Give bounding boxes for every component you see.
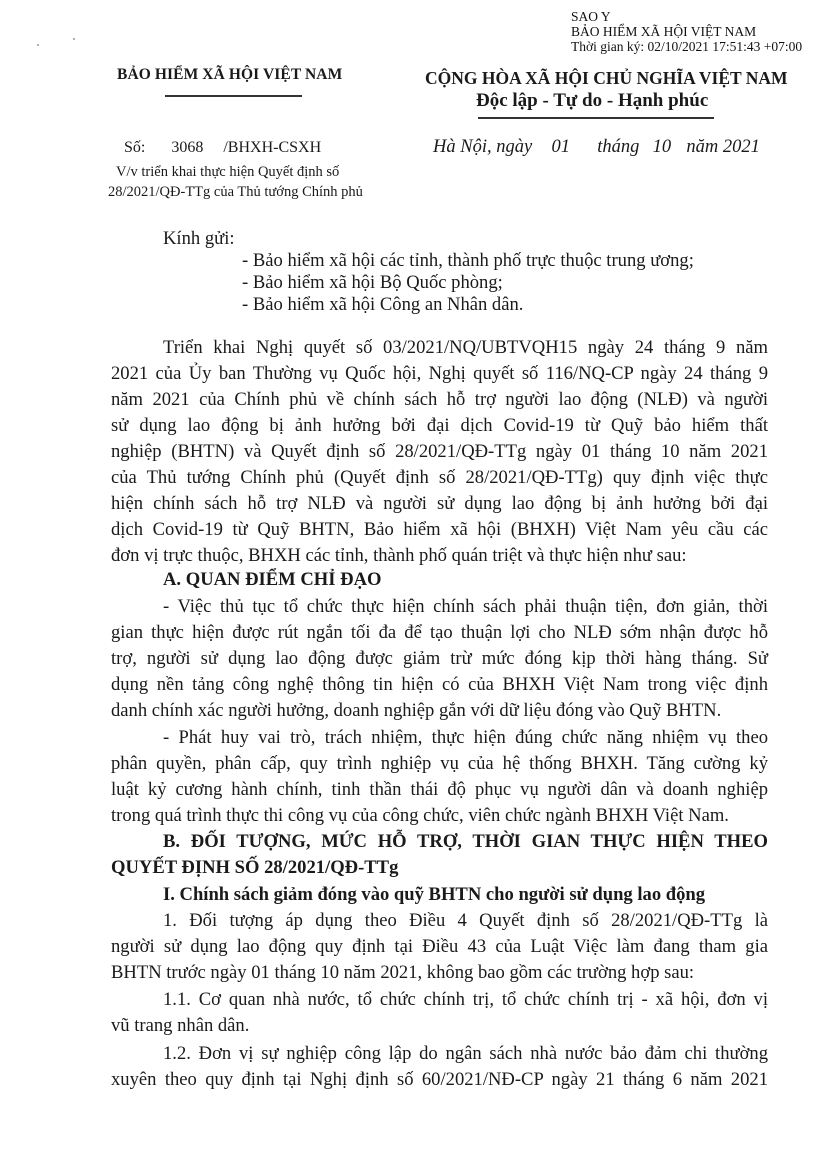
doc-number-code: /BHXH-CSXH xyxy=(223,139,322,156)
paragraph-line: trợ, người sử dụng lao động được giảm trừ mức đóng kịp thời hàng tháng. Sử xyxy=(111,648,768,669)
paragraph-line: hiện chính sách hỗ trợ NLĐ và người sử dụng lao động bị ảnh hưởng bởi đại xyxy=(111,493,768,514)
paragraph-line: gian thực hiện được rút ngắn tối đa để tạo thuận lợi cho NLĐ sớm nhận được hỗ xyxy=(111,622,768,643)
section-a-heading: A. QUAN ĐIỂM CHỈ ĐẠO xyxy=(163,569,382,590)
motto-underline xyxy=(478,117,714,119)
date-month-label: tháng xyxy=(597,137,640,157)
place-and-date xyxy=(433,137,760,158)
paragraph-line: 1.2. Đơn vị sự nghiệp công lập do ngân sách nhà nước bảo đảm chi thường xyxy=(163,1043,768,1064)
section-b-heading-line-2: QUYẾT ĐỊNH SỐ 28/2021/QĐ-TTg xyxy=(111,857,399,878)
section-b-heading-line-1: B. ĐỐI TƯỢNG, MỨC HỖ TRỢ, THỜI GIAN THỰC HIỆN THEO xyxy=(163,831,768,852)
paragraph-line: BHTN trước ngày 01 tháng 10 năm 2021, không bao gồm các trường hợp sau: xyxy=(111,962,695,983)
recipient-item: - Bảo hiểm xã hội các tỉnh, thành phố trực thuộc trung ương; xyxy=(242,250,694,271)
paragraph-line: phân quyền, phân cấp, quy trình nghiệp vụ của hệ thống BHXH. Tăng cường kỷ xyxy=(111,753,768,774)
paragraph-line: dịch Covid-19 từ Quỹ BHTN, Bảo hiểm xã hội (BHXH) Việt Nam yêu cầu các xyxy=(111,519,768,540)
paragraph-line: 2021 của Ủy ban Thường vụ Quốc hội, Nghị quyết số 116/NQ-CP ngày 24 tháng 9 xyxy=(111,363,768,384)
subject-line-1: V/v triển khai thực hiện Quyết định số xyxy=(116,164,340,180)
paragraph-line: xuyên theo quy định tại Nghị định số 60/2021/NĐ-CP ngày 21 tháng 6 năm 2021 xyxy=(111,1069,768,1090)
paragraph-line: Triển khai Nghị quyết số 03/2021/NQ/UBTVQH15 ngày 24 tháng 9 năm xyxy=(163,337,768,358)
national-motto: Độc lập - Tự do - Hạnh phúc xyxy=(476,90,709,111)
date-year-label: năm xyxy=(686,137,719,157)
stamp-title: SAO Y xyxy=(571,9,611,24)
paragraph-line: danh chính xác người hưởng, doanh nghiệp gắn với dữ liệu đóng vào Quỹ BHTN. xyxy=(111,700,722,721)
paragraph-line: năm 2021 của Chính phủ về chính sách hỗ trợ người lao động (NLĐ) và người xyxy=(111,389,768,410)
doc-number-label: Số: xyxy=(124,139,146,156)
paragraph-line: - Việc thủ tục tổ chức thực hiện chính sách phải thuận tiện, đơn giản, thời xyxy=(163,596,768,617)
doc-number-value: 3068 xyxy=(171,139,204,156)
recipient-item: - Bảo hiểm xã hội Công an Nhân dân. xyxy=(242,294,524,315)
scan-speck xyxy=(73,38,75,40)
section-b-subheading-i: I. Chính sách giảm đóng vào quỹ BHTN cho người sử dụng lao động xyxy=(163,884,706,905)
stamp-organization: BẢO HIỂM XÃ HỘI VIỆT NAM xyxy=(571,24,757,39)
subject-line-2: 28/2021/QĐ-TTg của Thủ tướng Chính phủ xyxy=(108,184,363,200)
paragraph-line: sử dụng lao động bị ảnh hưởng bởi đại dịch Covid-19 từ Quỹ bảo hiểm thất xyxy=(111,415,768,436)
date-day: 01 xyxy=(551,137,570,157)
date-month: 10 xyxy=(652,137,672,157)
date-year: 2021 xyxy=(722,137,760,157)
paragraph-line: - Phát huy vai trò, trách nhiệm, thực hiện đúng chức năng nhiệm vụ theo xyxy=(163,727,768,748)
paragraph-line: trong quá trình thực thi công vụ của công chức, viên chức ngành BHXH Việt Nam. xyxy=(111,805,729,826)
document-number xyxy=(124,139,321,157)
agency-underline xyxy=(165,95,302,97)
paragraph-line: của Thủ tướng Chính phủ (Quyết định số 28/2021/QĐ-TTg) quy định việc thực xyxy=(111,467,768,488)
date-prefix: Hà Nội, ngày xyxy=(433,137,533,157)
paragraph-line: luật kỷ cương hành chính, tinh thần thái độ phục vụ người dân và doanh nghiệp xyxy=(111,779,768,800)
paragraph-line: nghiệp (BHTN) và Quyết định số 28/2021/QĐ-TTg ngày 01 tháng 10 năm 2021 xyxy=(111,441,768,462)
nation-title: CỘNG HÒA XÃ HỘI CHỦ NGHĨA VIỆT NAM xyxy=(425,68,788,88)
recipient-item: - Bảo hiểm xã hội Bộ Quốc phòng; xyxy=(242,272,503,293)
agency-name: BẢO HIỂM XÃ HỘI VIỆT NAM xyxy=(117,66,343,83)
stamp-signed-time: Thời gian ký: 02/10/2021 17:51:43 +07:00 xyxy=(571,39,803,54)
scan-speck xyxy=(37,44,39,46)
paragraph-line: vũ trang nhân dân. xyxy=(111,1015,250,1036)
recipients-label: Kính gửi: xyxy=(163,228,235,249)
paragraph-line: người sử dụng lao động quy định tại Điều 43 của Luật Việc làm đang tham gia xyxy=(111,936,768,957)
paragraph-line: đơn vị trực thuộc, BHXH các tỉnh, thành phố quán triệt và thực hiện như sau: xyxy=(111,545,687,566)
paragraph-line: 1.1. Cơ quan nhà nước, tổ chức chính trị, tổ chức chính trị - xã hội, đơn vị xyxy=(163,989,768,1010)
paragraph-line: 1. Đối tượng áp dụng theo Điều 4 Quyết định số 28/2021/QĐ-TTg là xyxy=(163,910,768,931)
paragraph-line: dụng nền tảng công nghệ thông tin hiện có của BHXH Việt Nam trong việc định xyxy=(111,674,768,695)
